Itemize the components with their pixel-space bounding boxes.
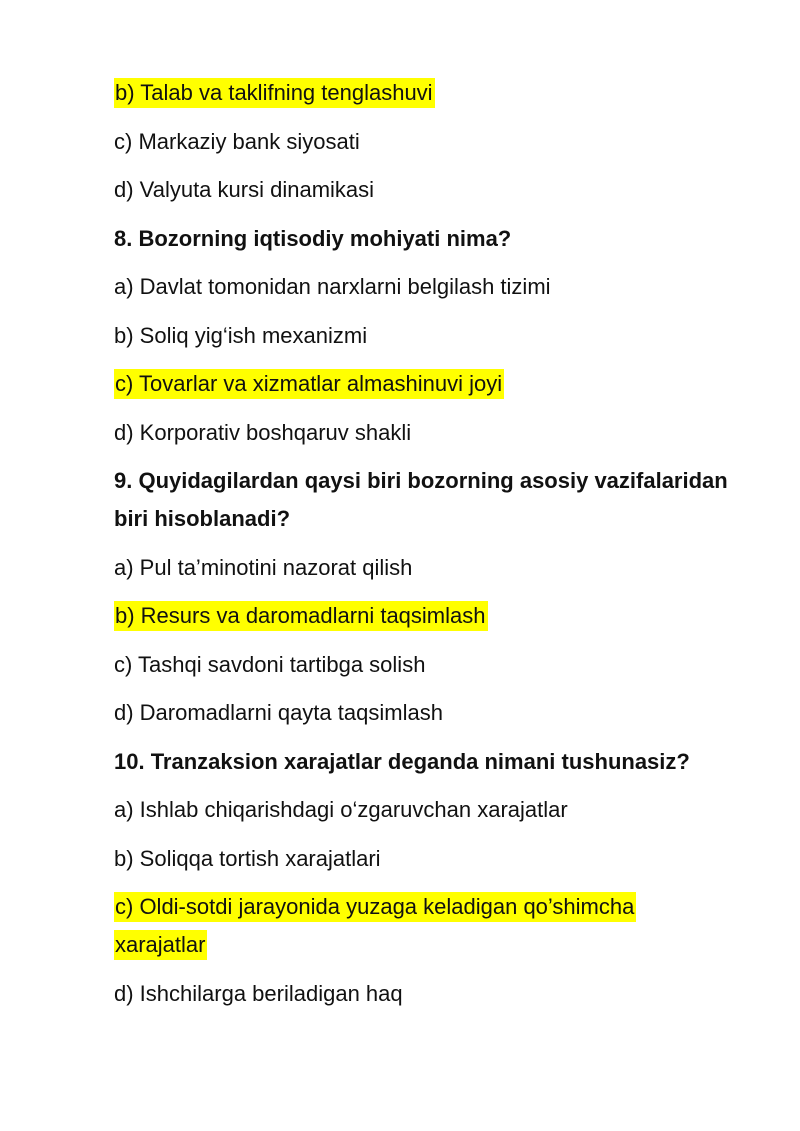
highlighted-answer: b) Resurs va daromadlarni taqsimlash — [114, 601, 488, 631]
option-10c — [114, 888, 704, 964]
option-8c — [114, 365, 734, 403]
highlighted-answer: b) Talab va taklifning tenglashuvi — [114, 78, 435, 108]
option-10d: d) Ishchilarga beriladigan haq — [114, 980, 403, 1006]
highlighted-answer: c) Oldi-sotdi jarayonida yuzaga keladigan qo’shimcha xarajatlar — [114, 892, 636, 960]
option-7c: c) Markaziy bank siyosati — [114, 128, 360, 154]
option-9b — [114, 597, 734, 635]
option-7d: d) Valyuta kursi dinamikasi — [114, 177, 375, 202]
option-9d: d) Daromadlarni qayta taqsimlash — [114, 700, 443, 725]
highlighted-answer: c) Tovarlar va xizmatlar almashinuvi joyi — [114, 369, 504, 399]
option-7b — [114, 74, 734, 112]
option-10b: b) Soliqqa tortish xarajatlari — [114, 845, 381, 871]
document-page — [114, 74, 734, 1023]
option-8a: a) Davlat tomonidan narxlarni belgilash tizimi — [114, 274, 551, 299]
question-10: 10. Tranzaksion xarajatlar deganda nimani tushunasiz? — [114, 748, 690, 774]
option-8d: d) Korporativ boshqaruv shakli — [114, 419, 412, 445]
option-10a: a) Ishlab chiqarishdagi o‘zgaruvchan xarajatlar — [114, 797, 568, 822]
option-9c: c) Tashqi savdoni tartibga solish — [114, 651, 426, 677]
option-8b: b) Soliq yig‘ish mexanizmi — [114, 322, 368, 348]
question-8: 8. Bozorning iqtisodiy mohiyati nima? — [114, 225, 512, 251]
option-9a: a) Pul ta’minotini nazorat qilish — [114, 554, 413, 580]
question-9: 9. Quyidagilardan qaysi biri bozorning asosiy vazifalaridan biri hisoblanadi? — [114, 468, 728, 531]
